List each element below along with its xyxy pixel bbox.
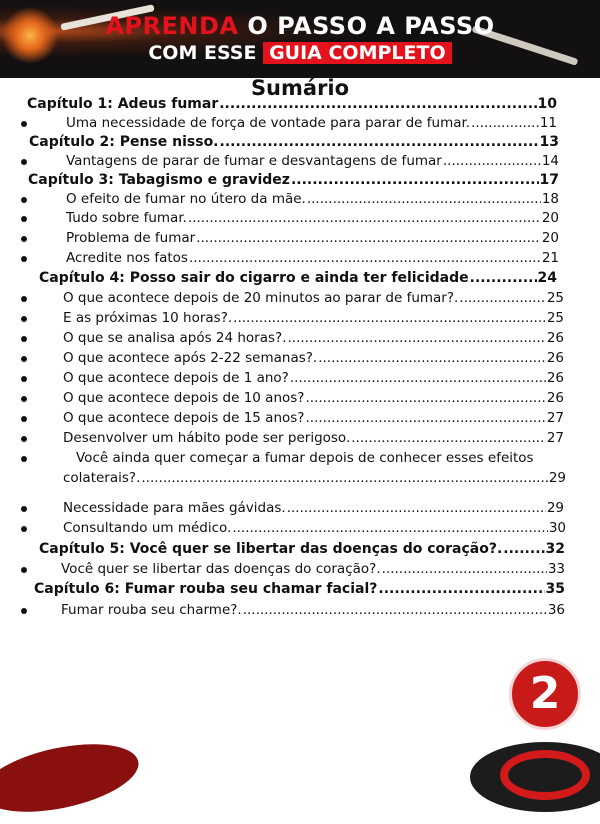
dot-leader (378, 579, 544, 599)
toc-chapter-row[interactable] (29, 132, 559, 152)
toc-item-label: O que acontece depois de 20 minutos ao parar de fumar?. (63, 290, 459, 306)
toc-page-number: 20 (541, 230, 559, 246)
toc-page-number: 18 (541, 191, 559, 207)
dot-leader (232, 518, 547, 538)
toc-item-label: O que acontece depois de 1 ano? (63, 370, 289, 386)
bullet-icon (21, 296, 27, 302)
toc-page-number: 36 (547, 602, 565, 618)
dot-leader (503, 539, 544, 559)
page-number: 2 (529, 668, 561, 719)
bullet-icon (21, 316, 27, 322)
toc-item-row[interactable] (66, 228, 559, 248)
page-number-badge (509, 658, 581, 730)
toc-item-row[interactable] (63, 468, 566, 488)
toc-item-row[interactable] (61, 600, 565, 620)
toc-page-number: 35 (545, 581, 565, 597)
bullet-icon (21, 236, 27, 242)
toc-item-row[interactable] (63, 308, 564, 328)
toc-page-number: 10 (537, 96, 557, 112)
toc-item-row[interactable] (61, 559, 565, 579)
dot-leader (471, 113, 539, 133)
toc-item-row[interactable] (63, 428, 564, 448)
dot-leader (305, 388, 545, 408)
toc-item-row[interactable] (63, 288, 564, 308)
toc-chapter-label: Capítulo 5: Você quer se libertar das doenças do coração?. (39, 541, 503, 557)
toc-page-number: 29 (546, 500, 564, 516)
toc-page-number: 26 (546, 390, 564, 406)
bullet-icon (21, 356, 27, 362)
bullet-icon (21, 416, 27, 422)
toc-page-number: 13 (539, 134, 559, 150)
toc-item-row[interactable] (63, 368, 564, 388)
bullet-icon (21, 506, 27, 512)
toc-chapter-label: Capítulo 6: Fumar rouba seu chamar facial? (34, 581, 378, 597)
toc-page-number: 20 (541, 210, 559, 226)
toc-chapter-label: Capítulo 3: Tabagismo e gravidez (28, 172, 290, 188)
toc-item-label: O que acontece depois de 10 anos? (63, 390, 305, 406)
toc-item-label: Você quer se libertar das doenças do coração?. (61, 561, 381, 577)
bullet-icon (21, 526, 27, 532)
toc-page-number: 24 (537, 270, 557, 286)
bullet-icon (21, 197, 27, 203)
page-title: Sumário (250, 76, 350, 100)
dot-leader (351, 428, 546, 448)
no-smoking-sign-icon (500, 750, 590, 800)
dot-leader (288, 328, 546, 348)
dot-leader (470, 268, 537, 288)
toc-page-number: 11 (539, 115, 557, 131)
dot-leader (220, 132, 539, 152)
toc-item-label: Você ainda quer começar a fumar depois de conhecer esses efeitos (76, 450, 534, 466)
toc-item-label: Vantagens de parar de fumar e desvantagens de fumar (66, 153, 442, 169)
dot-leader (287, 498, 546, 518)
toc-item-row[interactable] (63, 348, 564, 368)
dot-leader (189, 248, 541, 268)
toc-page-number: 33 (547, 561, 565, 577)
toc-item-row[interactable] (63, 518, 566, 538)
toc-page-number: 21 (541, 250, 559, 266)
toc-item-row[interactable] (63, 408, 564, 428)
toc-page-number: 17 (539, 172, 559, 188)
dot-leader (141, 468, 547, 488)
dot-leader (290, 368, 546, 388)
toc-item-label: Necessidade para mães gávidas. (63, 500, 286, 516)
toc-chapter-row[interactable] (27, 94, 557, 114)
toc-item-row[interactable] (63, 388, 564, 408)
bullet-icon (21, 396, 27, 402)
dot-leader (233, 308, 546, 328)
toc-item-label: Desenvolver um hábito pode ser perigoso. (63, 430, 351, 446)
toc-page-number: 27 (546, 410, 564, 426)
bullet-icon (21, 567, 27, 573)
toc-chapter-label: Capítulo 1: Adeus fumar (27, 96, 219, 112)
toc-page-number: 26 (546, 330, 564, 346)
banner-sub-highlight: GUIA COMPLETO (263, 42, 452, 64)
toc-item-label: Tudo sobre fumar. (66, 210, 187, 226)
dot-leader (382, 559, 547, 579)
toc-item-row[interactable] (66, 189, 559, 209)
toc-item-row[interactable] (66, 151, 559, 171)
dot-leader (443, 151, 541, 171)
toc-chapter-row[interactable] (39, 268, 557, 288)
toc-page-number: 29 (548, 470, 566, 486)
bullet-icon (21, 159, 27, 165)
toc-item-label: Consultando um médico. (63, 520, 232, 536)
bullet-icon (21, 256, 27, 262)
banner-headline-red: APRENDA (105, 12, 239, 40)
toc-item-label: colaterais?. (63, 470, 141, 486)
toc-page-number: 30 (548, 520, 566, 536)
header-banner (0, 0, 600, 78)
banner-subheadline (0, 42, 600, 64)
toc-page-number: 27 (546, 430, 564, 446)
toc-page-number: 25 (546, 290, 564, 306)
bullet-icon (21, 376, 27, 382)
toc-item-label: O que acontece após 2-22 semanas?. (63, 350, 318, 366)
dot-leader (291, 170, 539, 190)
toc-chapter-label: Capítulo 2: Pense nisso. (29, 134, 219, 150)
toc-page-number: 25 (546, 310, 564, 326)
toc-chapter-row[interactable] (28, 170, 559, 190)
bullet-icon (21, 456, 27, 462)
toc-item-label: O que se analisa após 24 horas?. (63, 330, 287, 346)
toc-chapter-label: Capítulo 4: Posso sair do cigarro e ainda ter felicidade (39, 270, 469, 286)
toc-item-label: Fumar rouba seu charme?. (61, 602, 242, 618)
toc-item-row[interactable] (66, 208, 559, 228)
toc-page-number: 14 (541, 153, 559, 169)
toc-item-row[interactable] (66, 113, 557, 133)
bullet-icon (21, 336, 27, 342)
dot-leader (459, 288, 546, 308)
dot-leader (305, 408, 545, 428)
toc-item-label: O efeito de fumar no útero da mãe. (66, 191, 306, 207)
dot-leader (196, 228, 541, 248)
bullet-icon (21, 436, 27, 442)
toc-item-row[interactable] (63, 328, 564, 348)
toc-item-row[interactable] (66, 248, 559, 268)
dot-leader (188, 208, 541, 228)
bullet-icon (21, 121, 27, 127)
dot-leader (243, 600, 547, 620)
banner-headline-white: O PASSO A PASSO (247, 12, 495, 40)
dot-leader (318, 348, 546, 368)
toc-page-number: 26 (546, 350, 564, 366)
toc-item-label: O que acontece depois de 15 anos? (63, 410, 305, 426)
dot-leader (219, 94, 536, 114)
toc-item-label: Problema de fumar (66, 230, 196, 246)
toc-item-label: Acredite nos fatos (66, 250, 188, 266)
bullet-icon (21, 216, 27, 222)
banner-headline (0, 12, 600, 40)
toc-chapter-row[interactable] (34, 579, 565, 599)
corner-decoration (0, 732, 144, 824)
toc-item-row[interactable] (63, 498, 564, 518)
toc-item-label: E as próximas 10 horas?. (63, 310, 233, 326)
toc-chapter-row[interactable] (39, 539, 565, 559)
toc-page-number: 32 (545, 541, 565, 557)
dot-leader (307, 189, 541, 209)
bullet-icon (21, 608, 27, 614)
banner-sub-white: COM ESSE (148, 42, 257, 64)
toc-item-label: Uma necessidade de força de vontade para parar de fumar. (66, 115, 471, 131)
toc-page-number: 26 (546, 370, 564, 386)
